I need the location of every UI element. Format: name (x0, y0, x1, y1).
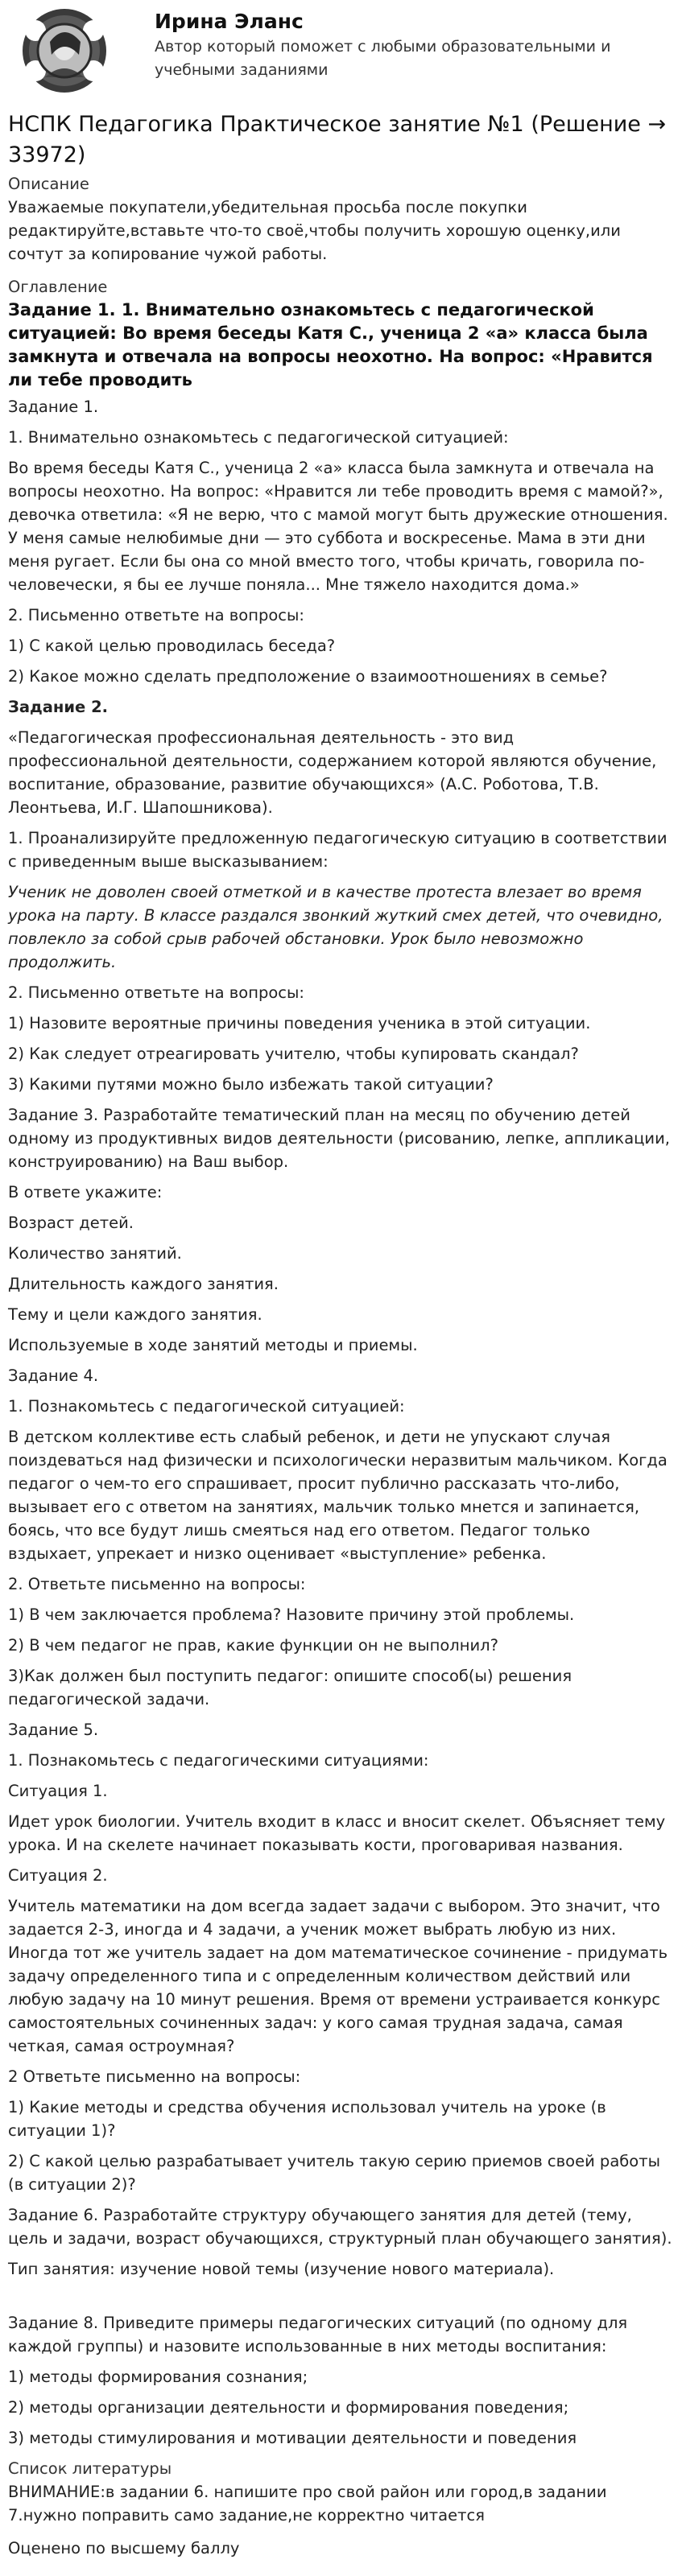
paragraph: 2 Ответьте письменно на вопросы: (8, 2067, 301, 2086)
paragraph: Ситуация 1. (8, 1782, 108, 1800)
paragraph: Ситуация 2. (8, 1866, 108, 1885)
paragraph: Идет урок биологии. Учитель входит в класс и вносит скелет. Объясняет тему урока. И на скелете начинает показывать кости, проговаривая названия. (8, 1812, 666, 1854)
paragraph: Во время беседы Катя С., ученица 2 «а» класса была замкнута и отвечала на вопросы неохотно. На вопрос: «Нравится ли тебе проводить время с мамой?», девочка ответила: «Я не верю, что с мамой могут быть дружеские отношения. У меня самые нелюбимые дни — это суббота и воскресенье. Мама в эти дни меня ругает. Если бы она со мной вместо того, чтобы кричать, говорила по-человечески, я бы ее лучше поняла... Мне тяжело находится дома.» (8, 459, 668, 594)
paragraph: Учитель математики на дом всегда задает задачи с выбором. Это значит, что задается 2-3, иногда и 4 задачи, а ученик может выбрать любую из них. Иногда тот же учитель задает на дом математическое сочинение - придумать задачу определенного типа и с определенным количеством действий или любую задачу на 10 минут решения. Время от времени устраивается конкурс самостоятельных сочиненных задач: у кого самая трудная задача, самая четкая, самая остроумная? (8, 1897, 668, 2055)
description-text: Уважаемые покупатели,убедительная просьба после покупки редактируйте,вставьте что-то своё,чтобы получить хорошую оценку,или сочтут за копирование чужой работы. (8, 198, 621, 263)
page-title: НСПК Педагогика Практическое занятие №1 (Решение → 33972) (8, 112, 667, 167)
paragraph: Используемые в ходе занятий методы и приемы. (8, 1336, 418, 1354)
paragraph: 1. Проанализируйте предложенную педагогическую ситуацию в соответствии с приведенным выше высказыванием: (8, 829, 668, 871)
paragraph: 2) В чем педагог не прав, какие функции он не выполнил? (8, 1636, 498, 1655)
description-label: Описание (8, 175, 89, 193)
paragraph: 3)Как должен был поступить педагог: опишите способ(ы) решения педагогической задачи. (8, 1667, 572, 1708)
paragraph: 1) методы формирования сознания; (8, 2368, 308, 2386)
film-reel-avatar-icon (8, 6, 121, 95)
paragraph: 2) Какое можно сделать предположение о взаимоотношениях в семье? (8, 667, 608, 686)
paragraph: «Педагогическая профессиональная деятельность - это вид профессиональной деятельности, содержанием которой являются обучение, воспитание, образование, развитие обучающихся» (А.С. Роботова, Т.В. Леонтьева, И.Г. Шапошникова). (8, 728, 657, 817)
paragraph: 3) Какими путями можно было избежать такой ситуации? (8, 1075, 494, 1094)
paragraph: 1. Внимательно ознакомьтесь с педагогической ситуацией: (8, 428, 509, 447)
document-body (8, 395, 674, 2450)
paragraph: Задание 3. Разработайте тематический план на месяц по обучению детей одному из продуктивных видов деятельности (рисованию, лепке, аппликации, конструированию) на Ваш выбор. (8, 1106, 670, 1171)
grade-text: Оценено по высшему баллу (8, 2539, 240, 2557)
paragraph: Задание 4. (8, 1366, 99, 1385)
paragraph: Длительность каждого занятия. (8, 1275, 279, 1293)
paragraph: Задание 1. (8, 398, 99, 416)
references-label: Список литературы (8, 2459, 172, 2478)
toc-label: Оглавление (8, 278, 108, 296)
paragraph: 1) Какие методы и средства обучения использовал учитель на уроке (в ситуации 1)? (8, 2098, 606, 2140)
paragraph: Задание 2. (8, 698, 109, 716)
paragraph: Тип занятия: изучение новой темы (изучение нового материала). (8, 2260, 555, 2278)
author-card (8, 0, 674, 98)
references-text: ВНИМАНИЕ:в задании 6. напишите про свой район или город,в задании 7.нужно поправить само задание,не корректно читается (8, 2483, 607, 2524)
avatar[interactable] (8, 6, 121, 95)
paragraph: Тему и цели каждого занятия. (8, 1305, 262, 1324)
author-name[interactable]: Ирина Эланс (155, 10, 304, 33)
paragraph: 1. Познакомьтесь с педагогической ситуацией: (8, 1397, 405, 1416)
paragraph: 2) Как следует отреагировать учителю, чтобы купировать скандал? (8, 1045, 579, 1063)
paragraph: 1) Назовите вероятные причины поведения ученика в этой ситуации. (8, 1014, 591, 1032)
paragraph: 3) методы стимулирования и мотивации деятельности и поведения (8, 2429, 577, 2447)
paragraph: 2) методы организации деятельности и формирования поведения; (8, 2398, 569, 2417)
author-description: Автор который поможет с любыми образовательными и учебными заданиями (155, 38, 611, 79)
paragraph: Возраст детей. (8, 1214, 134, 1232)
paragraph: 1) С какой целью проводилась беседа? (8, 637, 336, 655)
paragraph: 2. Письменно ответьте на вопросы: (8, 606, 304, 624)
paragraph: Задание 5. (8, 1721, 99, 1739)
spacer (8, 2288, 674, 2311)
paragraph: 1. Познакомьтесь с педагогическими ситуациями: (8, 1751, 429, 1770)
paragraph: В детском коллективе есть слабый ребенок, и дети не упускают случая поиздеваться над физически и психологически неразвитым мальчиком. Когда педагог о чем-то его спрашивает, просит публично рассказать что-либо, вызывает его с ответом на занятиях, мальчик только мнется и запинается, боясь, что все будут лишь смеяться над его ответом. Педагог только вздыхает, упрекает и низко оценивает «выступление» ребенка. (8, 1428, 668, 1563)
paragraph: 1) В чем заключается проблема? Назовите причину этой проблемы. (8, 1605, 575, 1624)
paragraph: В ответе укажите: (8, 1183, 163, 1201)
paragraph: Задание 8. Приведите примеры педагогических ситуаций (по одному для каждой группы) и назовите использованные в них методы воспитания: (8, 2314, 628, 2355)
paragraph: 2. Ответьте письменно на вопросы: (8, 1575, 306, 1593)
paragraph: 2) С какой целью разрабатывает учитель такую серию приемов своей работы (в ситуации 2)? (8, 2152, 660, 2194)
paragraph: Задание 6. Разработайте структуру обучающего занятия для детей (тему, цель и задачи, возраст обучающихся, структурный план обучающего занятия). (8, 2206, 672, 2248)
paragraph-italic: Ученик не доволен своей отметкой и в качестве протеста влезает во время урока на парту. В классе раздался звонкий жуткий смех детей, что очевидно, повлекло за собой срыв рабочей обстановки. Урок было невозможно продолжить. (8, 883, 663, 971)
toc-title: Задание 1. 1. Внимательно ознакомьтесь с педагогической ситуацией: Во время беседы Катя С., ученица 2 «а» класса была замкнута и отвечала на вопросы неохотно. На вопрос: «Нравится ли тебе проводить (8, 300, 653, 389)
paragraph: 2. Письменно ответьте на вопросы: (8, 983, 304, 1002)
paragraph: Количество занятий. (8, 1244, 182, 1263)
author-info (155, 6, 622, 82)
